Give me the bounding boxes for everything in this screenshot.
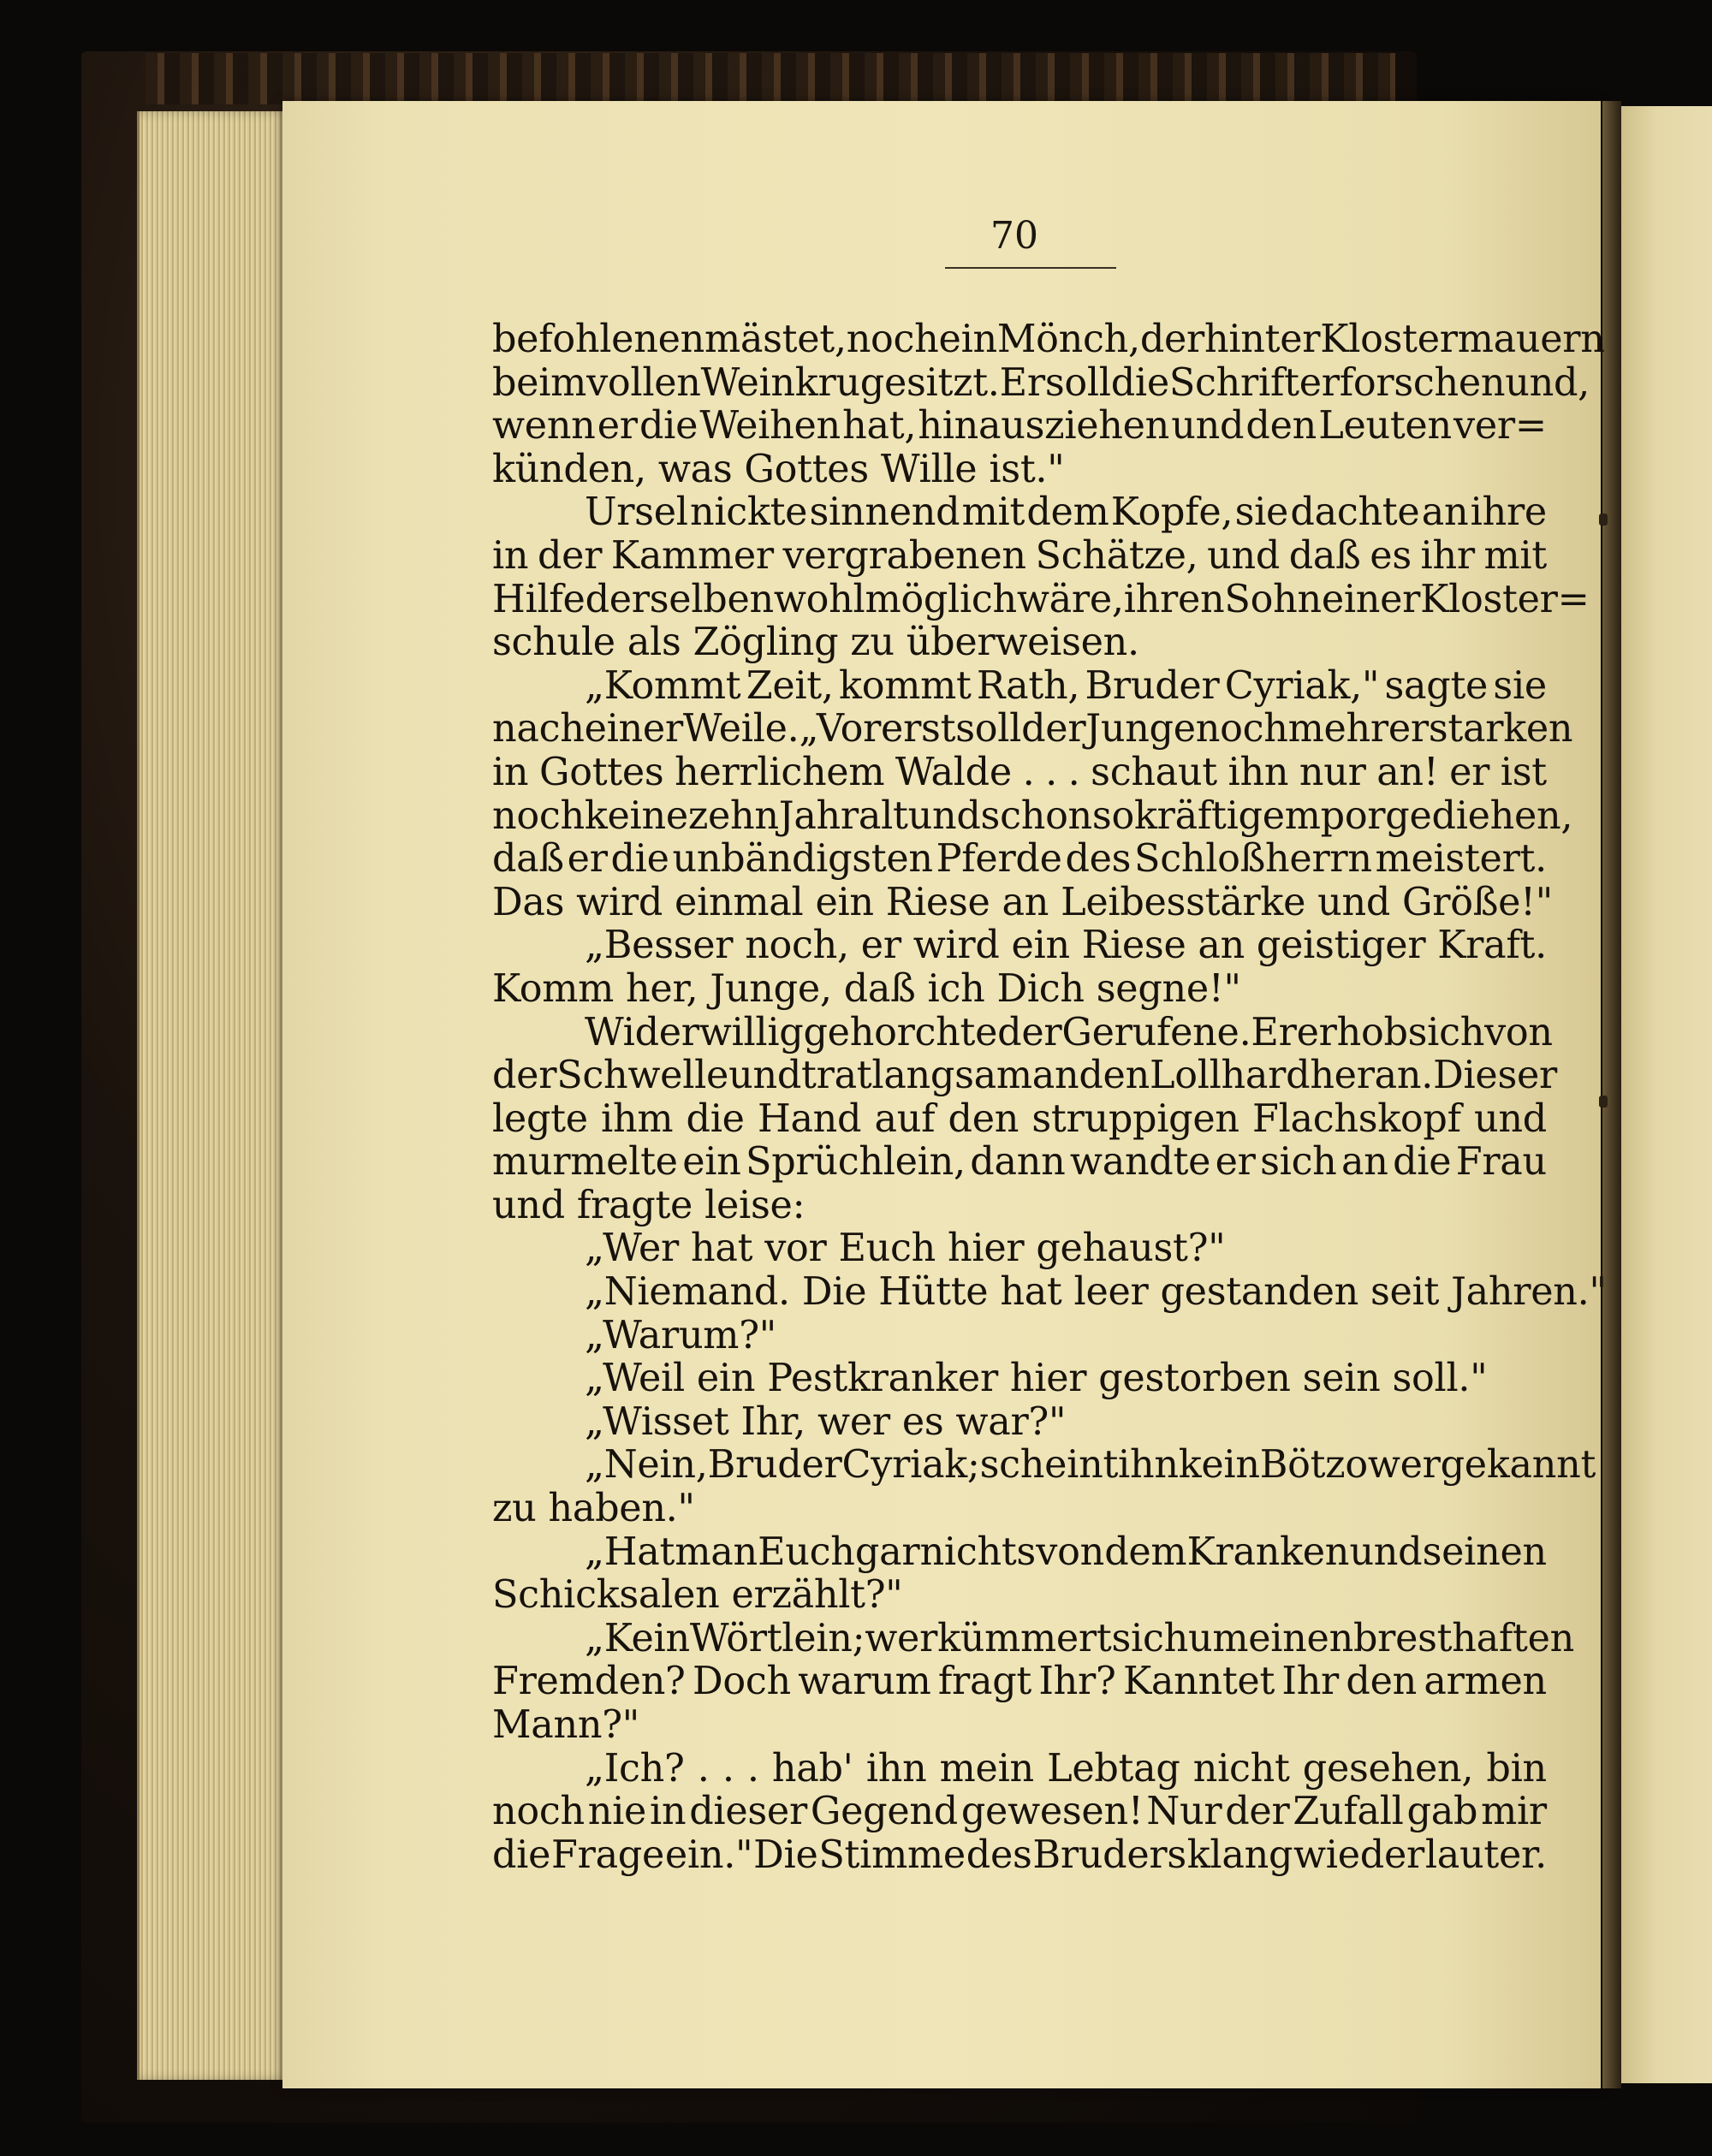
facing-page-mark bbox=[1599, 514, 1608, 526]
text-line: „Nein, Bruder Cyriak; scheint ihn kein Bötzower gekannt bbox=[585, 1443, 1596, 1488]
text-line: die Frage ein." Die Stimme des Bruders klang wieder lauter. bbox=[492, 1832, 1547, 1877]
text-line: schule als Zögling zu überweisen. bbox=[492, 621, 1139, 665]
text-line: in der Kammer vergrabenen Schätze, und daß es ihr mit bbox=[492, 533, 1547, 578]
text-line: Hilfe derselben wohl möglich wäre, ihren Sohn einer Kloster= bbox=[492, 577, 1590, 621]
text-line: „Hat man Euch gar nichts von dem Kranken und seinen bbox=[585, 1529, 1547, 1574]
body-text bbox=[492, 318, 1607, 1877]
text-line: nach einer Weile. „Vorerst soll der Junge noch mehr erstarken bbox=[492, 707, 1573, 751]
facing-page-mark bbox=[1599, 1096, 1608, 1108]
text-line: künden, was Gottes Wille ist." bbox=[492, 447, 1065, 491]
text-line: „Niemand. Die Hütte hat leer gestanden seit Jahren." bbox=[585, 1270, 1607, 1315]
page-number: 70 bbox=[990, 214, 1038, 258]
text-line: Mann?" bbox=[492, 1703, 639, 1747]
text-line: „Kein Wörtlein; wer kümmert sich um einen bresthaften bbox=[585, 1616, 1575, 1660]
text-line: in Gottes herrlichem Walde . . . schaut ihn nur an! er ist bbox=[492, 750, 1547, 794]
text-line: legte ihm die Hand auf den struppigen Flachskopf und bbox=[492, 1096, 1547, 1141]
cover-spine-top bbox=[146, 53, 1395, 104]
page-number-rule bbox=[945, 267, 1116, 269]
text-line: Komm her, Junge, daß ich Dich segne!" bbox=[492, 966, 1241, 1011]
text-line: „Kommt Zeit, kommt Rath, Bruder Cyriak," sagte sie bbox=[585, 663, 1547, 708]
text-line: „Besser noch, er wird ein Riese an geistiger Kraft. bbox=[585, 924, 1547, 968]
text-line: „Wer hat vor Euch hier gehaust?" bbox=[585, 1226, 1226, 1271]
text-line: und fragte leise: bbox=[492, 1183, 805, 1227]
text-line: noch nie in dieser Gegend gewesen! Nur der Zufall gab mir bbox=[492, 1790, 1547, 1834]
text-line: Das wird einmal ein Riese an Leibesstärke und Größe!" bbox=[492, 880, 1553, 924]
book-gutter bbox=[1602, 101, 1621, 2088]
text-line: wenn er die Weihen hat, hinausziehen und den Leuten ver= bbox=[492, 404, 1547, 448]
text-line: beim vollen Weinkruge sitzt. Er soll die Schrift erforschen und, bbox=[492, 360, 1590, 405]
text-line: „Warum?" bbox=[585, 1313, 776, 1357]
text-line: Fremden? Doch warum fragt Ihr? Kanntet Ihr den armen bbox=[492, 1660, 1547, 1704]
text-line: murmelte ein Sprüchlein, dann wandte er sich an die Frau bbox=[492, 1140, 1547, 1185]
text-line: „Wisset Ihr, wer es war?" bbox=[585, 1399, 1067, 1444]
text-line: daß er die unbändigsten Pferde des Schloßherrn meistert. bbox=[492, 837, 1547, 882]
text-line: Widerwillig gehorchte der Gerufene. Er erhob sich von bbox=[585, 1010, 1553, 1054]
text-line: befohlenen mästet, noch ein Mönch, der hinter Klostermauern bbox=[492, 318, 1605, 361]
text-line: noch keine zehn Jahr alt und schon so kräftig emporgediehen, bbox=[492, 793, 1573, 838]
text-line: „Weil ein Pestkranker hier gestorben sein soll." bbox=[585, 1357, 1488, 1401]
text-line: „Ich? . . . hab' ihn mein Lebtag nicht gesehen, bin bbox=[585, 1746, 1547, 1791]
text-line: Ursel nickte sinnend mit dem Kopfe, sie dachte an ihre bbox=[585, 490, 1547, 535]
facing-page-edge bbox=[1621, 106, 1712, 2083]
text-line: der Schwelle und trat langsam an den Lollhard heran. Dieser bbox=[492, 1054, 1558, 1098]
page-edges bbox=[137, 111, 290, 2080]
text-line: Schicksalen erzählt?" bbox=[492, 1573, 903, 1618]
text-line: zu haben." bbox=[492, 1487, 695, 1531]
